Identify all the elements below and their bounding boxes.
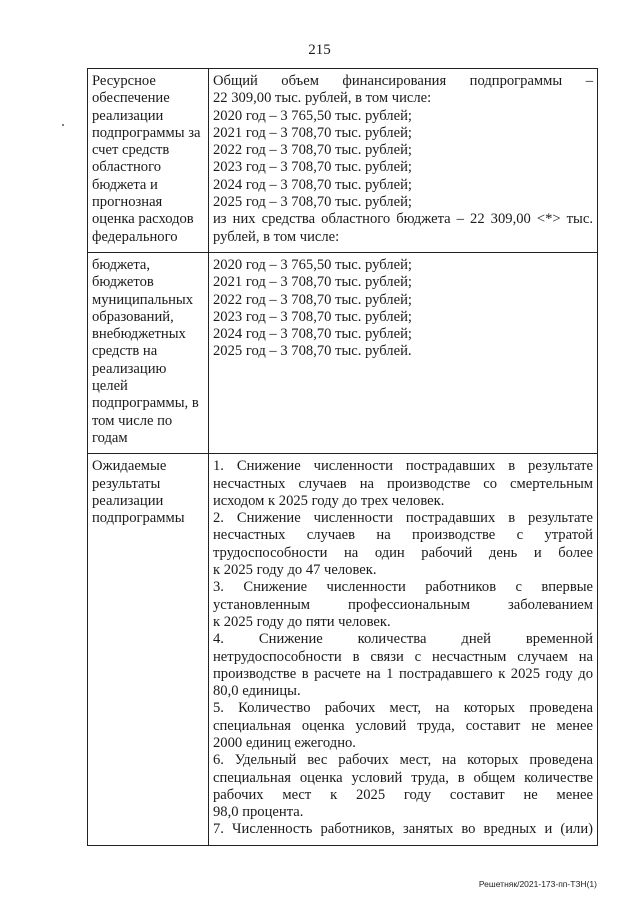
year-amount: 2020 год – 3 765,50 тыс. рублей; [213,107,412,124]
result-item-line: нетрудоспособности в связи с несчастным случаем на [213,648,593,665]
label-line: реализацию [92,360,167,377]
label-line: реализации [92,107,164,124]
label-line: том числе по [92,412,173,429]
result-item-line: 1. Снижение численности пострадавших в результате [213,458,593,475]
result-item-line: 98,0 процента. [213,804,304,821]
label-line: областного [92,159,161,176]
row-label-budget-years [88,252,209,453]
year-amount: 2025 год – 3 708,70 тыс. рублей; [213,194,412,211]
label-line: реализации [92,492,164,509]
label-line: подпрограммы за [92,124,201,141]
year-amount: 2021 год – 3 708,70 тыс. рублей; [213,124,412,141]
table-row-budget-years [88,252,598,453]
label-line: обеспечение [92,90,170,107]
label-line: результаты [92,475,161,492]
year-amount: 2022 год – 3 708,70 тыс. рублей; [213,291,412,308]
result-item-line: 2000 единиц ежегодно. [213,734,356,751]
result-item-line: 5. Количество рабочих мест, на которых проведена [213,700,593,717]
result-item-line: несчастных случаев на производстве со смертельным [213,475,593,492]
row-content-budget-years [209,252,598,453]
result-item-line: рабочих мест к 2025 году составит не менее [213,786,593,803]
result-item-line: к 2025 году до 47 человек. [213,562,377,579]
label-line: оценка расходов [92,211,194,228]
row-label-expected-results [88,454,209,846]
result-item-line: 3. Снижение численности работников с впервые [213,579,593,596]
year-amount: 2023 год – 3 708,70 тыс. рублей; [213,159,412,176]
financing-total-amount: 22 309,00 тыс. рублей, в том числе: [213,90,432,107]
year-amount: 2024 год – 3 708,70 тыс. рублей; [213,326,412,343]
table-row-expected-results [88,454,598,846]
table-row-resources [88,69,598,253]
label-line: муниципальных [92,291,194,308]
label-line: образований, [92,308,174,325]
label-line: бюджета и [92,176,158,193]
result-item-line: 7. Численность работников, занятых во вредных и (или) [213,821,593,838]
financing-total-text: Общий объем финансирования подпрограммы – [213,73,593,89]
regional-budget-text-cont: рублей, в том числе: [213,228,340,245]
result-item-line: специальная оценка условий труда, составит не менее [213,717,593,734]
label-line: бюджетов [92,274,154,291]
result-item-line: 6. Удельный вес рабочих мест, на которых проведена [213,752,593,769]
regional-budget-text: из них средства областного бюджета – 22 309,00 <*> тыс. [213,211,593,228]
result-item-line: 2. Снижение численности пострадавших в результате [213,510,593,527]
page-number: 215 [308,42,331,58]
year-amount: 2024 год – 3 708,70 тыс. рублей; [213,176,412,193]
year-amount: 2020 год – 3 765,50 тыс. рублей; [213,256,412,273]
label-line: счет средств [92,142,170,159]
subprogram-passport-table [87,68,598,846]
label-line: внебюджетных [92,326,186,343]
year-amount: 2025 год – 3 708,70 тыс. рублей. [213,343,412,360]
label-line: федерального [92,228,178,245]
document-footer-code: Решетняк/2021-173-пп-ТЗН(1) [478,879,597,889]
result-item-line: трудоспособности на один рабочий день и более [213,544,593,561]
label-line: бюджета, [92,256,151,273]
result-item-line: к 2025 году до пяти человек. [213,613,391,630]
result-item-line: специальная оценка условий труда, в общем количестве [213,769,593,786]
label-line: средств на [92,343,158,360]
result-item-line: установленным профессиональным заболеванием [213,596,593,613]
year-amount: 2022 год – 3 708,70 тыс. рублей; [213,142,412,159]
result-item-line: 4. Снижение количества дней временной [213,631,593,648]
result-item-line: исходом к 2025 году до трех человек. [213,492,445,509]
label-line: подпрограммы, в [92,395,199,412]
row-label-resources [88,69,209,253]
label-line: Ожидаемые [92,458,167,475]
margin-mark [62,124,64,126]
year-amount: 2021 год – 3 708,70 тыс. рублей; [213,274,412,291]
label-line: подпрограммы [92,510,185,527]
label-line: годам [92,429,128,446]
row-content-resources [209,69,598,253]
result-item-line: производстве в расчете на 1 пострадавшего к 2025 году до [213,665,593,682]
label-line: Ресурсное [92,73,156,89]
result-item-line: 80,0 единицы. [213,683,301,700]
label-line: целей [92,378,128,395]
label-line: прогнозная [92,194,163,211]
result-item-line: несчастных случаев на производстве с утратой [213,527,593,544]
year-amount: 2023 год – 3 708,70 тыс. рублей; [213,308,412,325]
row-content-expected-results [209,454,598,846]
